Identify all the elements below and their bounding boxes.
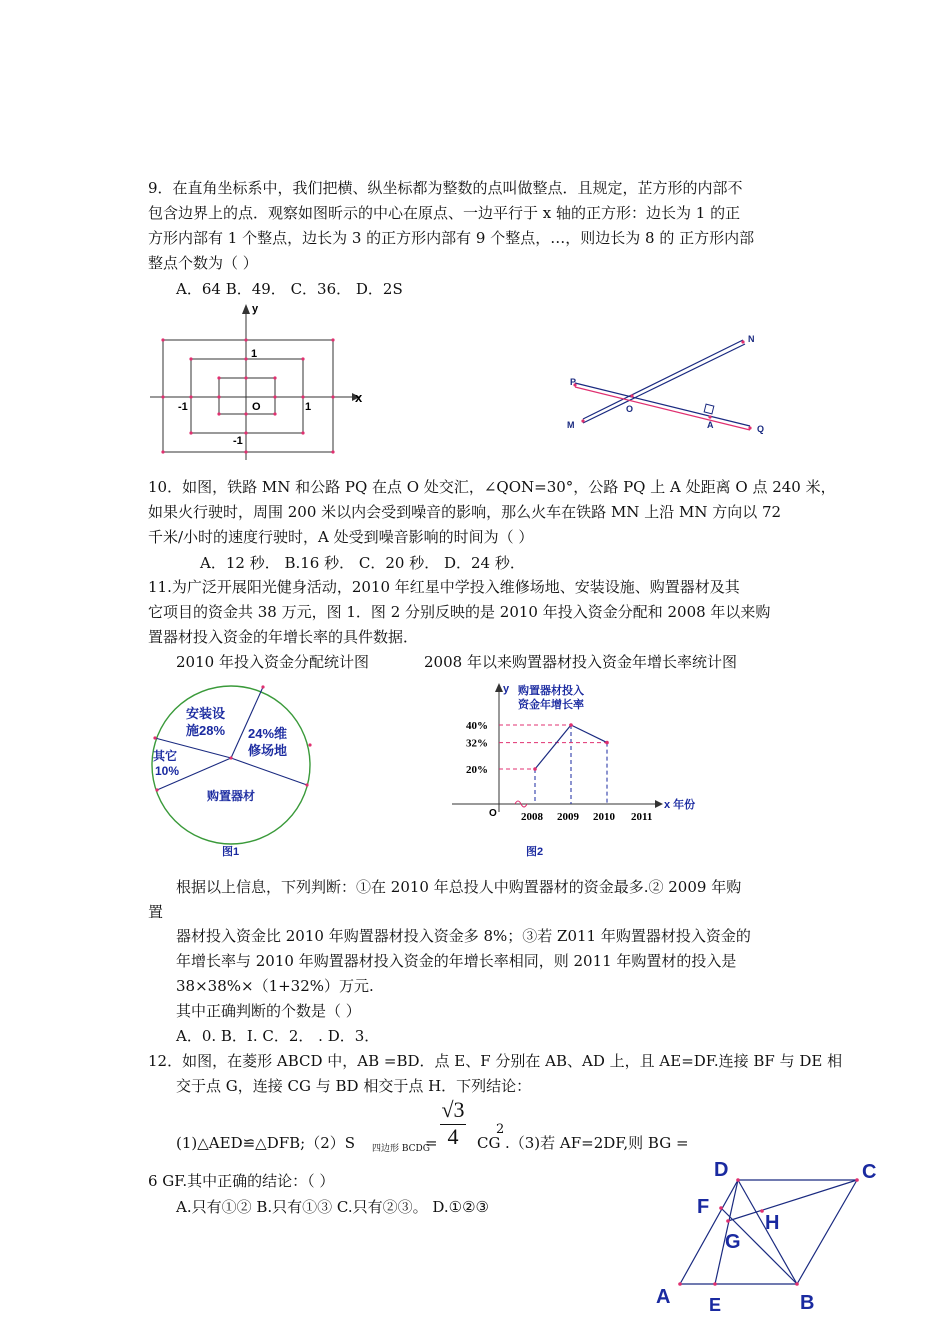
origin-label: O [252, 401, 261, 413]
q11-line-3: 置器材投入资金的年增长率的具件数据． [148, 628, 419, 646]
pie-label-other-1: 其它 [153, 749, 178, 763]
y-axis-label: y [252, 303, 259, 315]
tick-minus-one-bottom: -1 [233, 435, 243, 447]
judge-line-6: 其中正确判断的个数是（ ） [176, 1002, 361, 1020]
q10-options: A．12 秒． B.16 秒． C．20 秒． D．24 秒． [200, 554, 525, 572]
rhombus-label-A: A [656, 1286, 671, 1308]
y-tick-1: 32% [466, 737, 488, 750]
q9-options: A．64 B．49． C．36． D．2S [176, 280, 403, 298]
y-tick-0: 40% [466, 720, 488, 732]
y-tick-2: 20% [466, 764, 488, 776]
q11-line-1: 11.为广泛开展阳光健身活动，2010 年红星中学投入维修场地、安装设施、购置器材及其 [148, 578, 740, 596]
rhombus-label-F: F [697, 1196, 710, 1218]
pie-label-repair-2: 修场地 [248, 743, 288, 758]
judge-line-2: 置 [148, 903, 164, 921]
q12-cond-eq: = [425, 1134, 438, 1152]
pie-fig-label: 图1 [222, 846, 240, 858]
caption-fig1: 2010 年投入资金分配统计图 [176, 653, 369, 671]
pie-label-equip: 购置器材 [207, 789, 256, 803]
chart-title-1: 购置器材投入 [518, 685, 584, 697]
tick-one-right: 1 [305, 401, 312, 413]
q12-cond-a: (1)△AED≌△DFB;（2）S [176, 1134, 356, 1152]
judge-line-3: 器材投入资金比 2010 年购置器材投入资金多 8%；③若 Z011 年购置器材投入资金的 [176, 927, 751, 945]
q9-line-2: 包含边界上的点．观察如图昕示的中心在原点、一边平行于 x 轴的正方形：边长为 1 的正 [148, 204, 741, 222]
pie-label-install-1: 安装设 [186, 706, 226, 721]
q10-line-1: 10．如图，铁路 MN 和公路 PQ 在点 O 处交汇，∠QON=30°，公路 PQ 上 A 处距离 O 点 240 米， [148, 478, 836, 496]
x-tick-2008: 2008 [521, 811, 543, 823]
rhombus-label-C: C [862, 1161, 877, 1183]
chart-y-label: y [503, 683, 510, 695]
caption-fig2: 2008 年以来购置器材投入资金年增长率统计图 [424, 653, 737, 671]
rhombus-label-B: B [800, 1292, 815, 1314]
chart-fig-label: 图2 [526, 846, 544, 858]
x-axis-label: x [355, 390, 363, 405]
tick-one-top: 1 [251, 348, 258, 360]
label-N: N [748, 334, 755, 344]
rhombus-label-G: G [725, 1231, 741, 1253]
pie-label-repair-1: 24%维 [248, 726, 288, 741]
q11-line-2: 它项目的资金共 38 万元，图 1．图 2 分别反映的是 2010 年投入资金分配和 2008 年以来购 [148, 603, 771, 621]
judge-line-5: 38×38%×（1+32%）万元. [176, 977, 374, 995]
chart-title-2: 资金年增长率 [518, 699, 584, 711]
q12-options: A.只有①② B.只有①③ C.只有②③。 D.①②③ [176, 1198, 490, 1216]
label-A: A [707, 420, 714, 430]
q12-line-1: 12．如图，在菱形 ABCD 中，AB =BD．点 E、F 分别在 AB、AD 上，且 AE=DF.连接 BF 与 DE 相 [148, 1052, 843, 1070]
q9-line-4: 整点个数为（ ） [148, 254, 258, 272]
q12-cond-sub: 四边形 BCDG [372, 1144, 430, 1154]
chart-x-label: x 年份 [664, 799, 696, 811]
rhombus-label-E: E [709, 1295, 722, 1315]
q12-cond-b: .（3)若 AF=2DF,则 BG = [505, 1134, 689, 1152]
q9-line-3: 方形内部有 1 个整点，边长为 3 的正方形内部有 9 个整点，…，则边长为 8 的 正方形内部 [148, 229, 755, 247]
label-P: P [570, 377, 577, 387]
x-tick-2009: 2009 [557, 811, 579, 823]
label-O: O [626, 404, 634, 414]
chart-origin: O [489, 808, 497, 819]
fraction-numerator: √3 [441, 1097, 465, 1122]
pie-label-install-2: 施28% [186, 723, 226, 738]
q10-line-2: 如果火行驶时，周围 200 米以内会受到噪音的影响，那么火车在铁路 MN 上沿 MN 方向以 72 [148, 503, 782, 521]
q12-cond-sq: 2 [496, 1122, 505, 1137]
q12-cond-cg: CG [477, 1134, 501, 1152]
tick-minus-one-left: -1 [178, 401, 188, 413]
segment-cg [728, 1180, 857, 1221]
fraction-denominator: 4 [447, 1124, 459, 1149]
judge-options: A．0. B．I. C．2． . D．3． [176, 1027, 380, 1045]
judge-line-4: 年增长率与 2010 年购置器材投入资金的年增长率相同，则 2011 年购置材的投入是 [176, 952, 737, 970]
rhombus-label-H: H [765, 1212, 780, 1234]
q12-line-6: 6 GF.其中正确的结论：（ ） [148, 1172, 335, 1190]
label-Q: Q [757, 424, 765, 434]
x-tick-2010: 2010 [593, 811, 615, 823]
pie-label-other-2: 10% [155, 764, 180, 778]
q10-line-3: 千米/小时的速度行驶时，A 处受到噪音影响的时间为（ ） [148, 528, 534, 546]
q9-line-1: 9．在直角坐标系中，我们把横、纵坐标都为整数的点叫做整点．且规定，芷方形的内部不 [148, 179, 743, 197]
x-tick-2011: 2011 [631, 811, 653, 823]
q12-line-2: 交于点 G，连接 CG 与 BD 相交于点 H．下列结论： [176, 1077, 532, 1095]
label-M: M [567, 420, 575, 430]
judge-line-1: 根据以上信息，下列判断：①在 2010 年总投人中购置器材的资金最多.② 2009 年购 [176, 878, 742, 896]
rhombus-label-D: D [714, 1159, 729, 1181]
